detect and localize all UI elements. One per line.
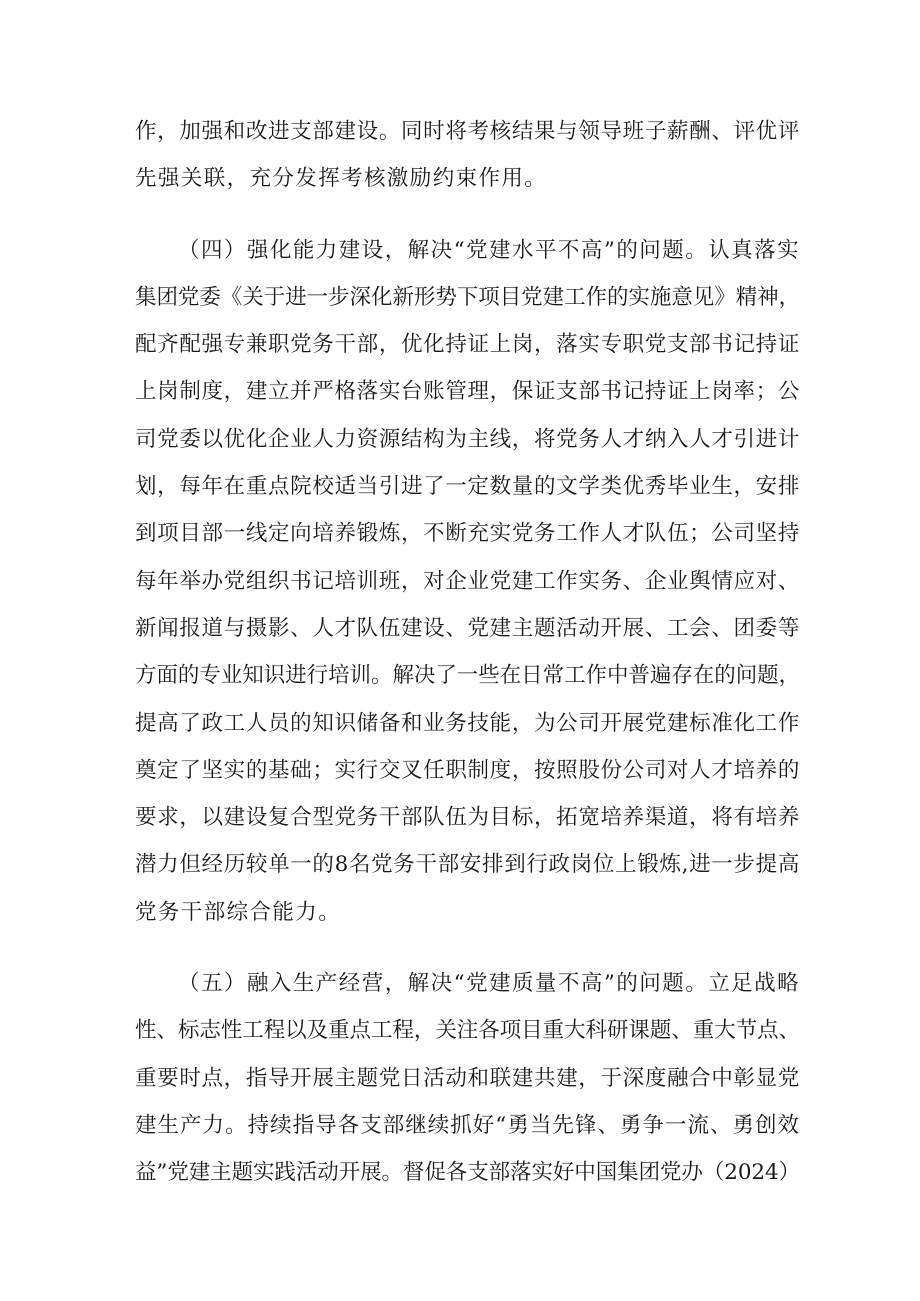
paragraph-capacity-building xyxy=(135,227,800,936)
text-line: 作，加强和改进支部建设。同时将考核结果与领导班子薪酬、评优评 xyxy=(135,119,800,144)
paragraph-assessment-continued xyxy=(135,108,800,203)
text-line: 配齐配强专兼职党务干部，优化持证上岗，落实专职党支部书记持证 xyxy=(135,332,800,358)
text-line: 划，每年在重点院校适当引进了一定数量的文学类优秀毕业生，安排 xyxy=(135,474,800,500)
text-line: 要求，以建设复合型党务干部队伍为目标，拓宽培养渠道，将有培养 xyxy=(135,805,800,831)
text-line: 提高了政工人员的知识储备和业务技能，为公司开展党建标准化工作 xyxy=(135,710,800,736)
text-line: 上岗制度，建立并严格落实台账管理，保证支部书记持证上岗率；公 xyxy=(135,379,800,405)
text-line: 方面的专业知识进行培训。解决了一些在日常工作中普遍存在的问题， xyxy=(135,663,800,689)
text-line: 潜力但经历较单一的8名党务干部安排到行政岗位上锻炼,进一步提高 xyxy=(135,852,800,878)
text-line: 每年举办党组织书记培训班，对企业党建工作实务、企业舆情应对、 xyxy=(135,568,800,594)
text-line: 司党委以优化企业人力资源结构为主线，将党务人才纳入人才引进计 xyxy=(135,426,800,452)
text-line: 重要时点，指导开展主题党日活动和联建共建，于深度融合中彰显党 xyxy=(135,1065,800,1091)
text-line: 集团党委《关于进一步深化新形势下项目党建工作的实施意见》精神， xyxy=(135,284,800,310)
text-line: 到项目部一线定向培养锻炼，不断充实党务工作人才队伍；公司坚持 xyxy=(135,521,800,547)
document-body xyxy=(135,108,800,1197)
text-line: 党务干部综合能力。 xyxy=(135,899,342,925)
text-line: 性、标志性工程以及重点工程，关注各项目重大科研课题、重大节点、 xyxy=(135,1018,800,1044)
text-line: （五）融入生产经营，解决“党建质量不高”的问题。立足战略 xyxy=(178,971,800,997)
text-line: 先强关联，充分发挥考核激励约束作用。 xyxy=(135,166,548,192)
text-line: 新闻报道与摄影、人才队伍建设、党建主题活动开展、工会、团委等 xyxy=(135,615,800,641)
text-line: 建生产力。持续指导各支部继续抓好“勇当先锋、勇争一流、勇创效 xyxy=(135,1112,800,1138)
text-line: （四）强化能力建设，解决“党建水平不高”的问题。认真落实 xyxy=(178,237,800,263)
paragraph-production-integration xyxy=(135,960,800,1196)
text-line: 益”党建主题实践活动开展。督促各支部落实好中国集团党办（2024） xyxy=(135,1160,800,1186)
text-line: 奠定了坚实的基础；实行交叉任职制度，按照股份公司对人才培养的 xyxy=(135,757,800,783)
